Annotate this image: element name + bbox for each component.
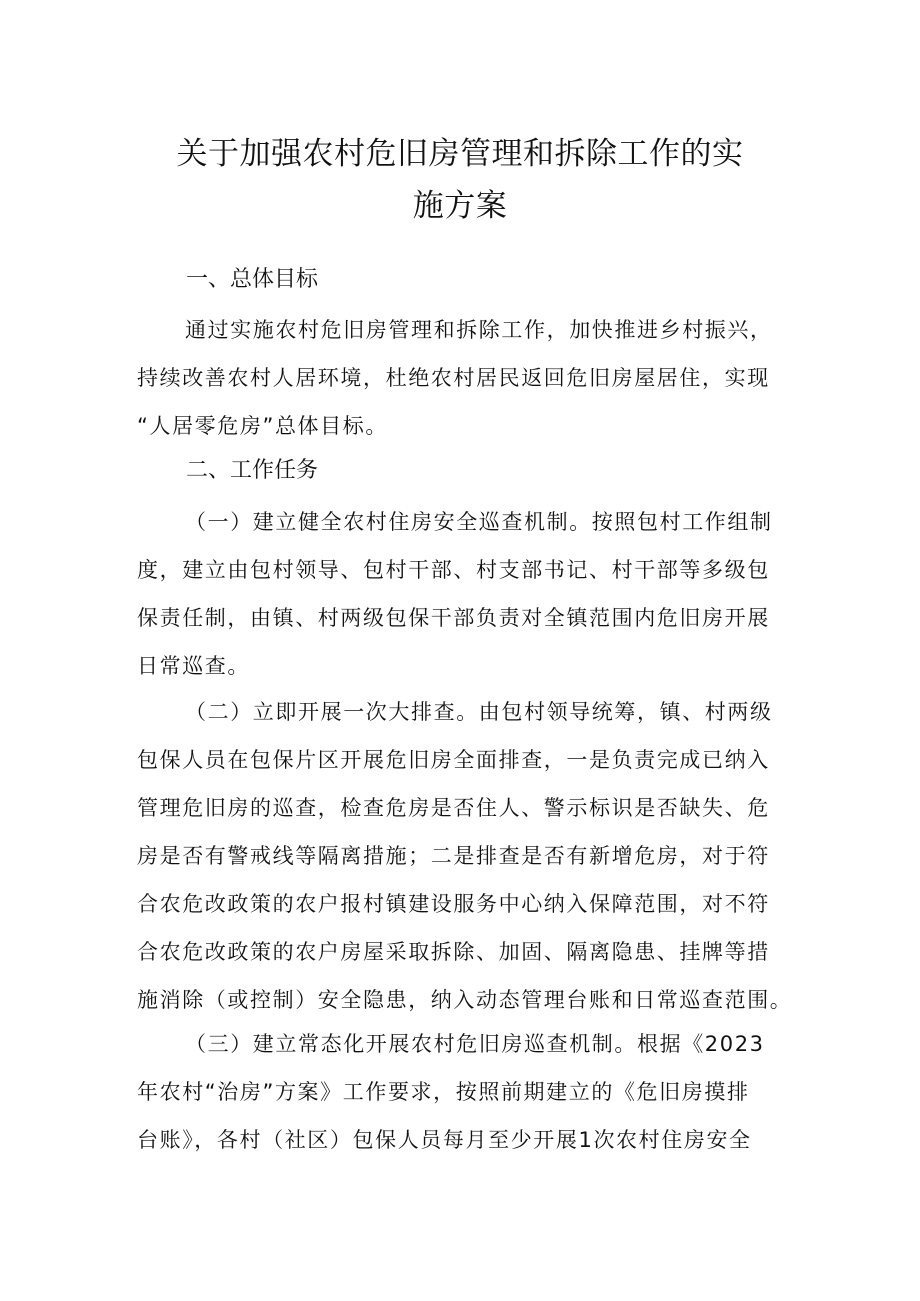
paragraph-line: 合农危改政策的农户报村镇建设服务中心纳入保障范围，对不符 [137,892,770,916]
paragraph-line: 管理危旧房的巡查，检查危房是否住人、警示标识是否缺失、危 [137,796,770,820]
paragraph-task-2 [137,688,797,1024]
document-title [140,128,780,232]
section-heading-work-tasks: 二、工作任务 [186,458,319,483]
paragraph-line: “人居零危房”总体目标。 [137,414,388,438]
paragraph-task-3 [137,1020,797,1164]
paragraph-line: 施消除（或控制）安全隐患，纳入动态管理台账和日常巡查范围。 [137,988,793,1012]
paragraph-line: 持续改善农村人居环境，杜绝农村居民返回危旧房屋居住，实现 [137,366,770,390]
paragraph-line: （一）建立健全农村住房安全巡查机制。按照包村工作组制 [185,510,773,534]
title-line-1: 关于加强农村危旧房管理和拆除工作的实 [176,136,744,172]
paragraph-line: 台账》，各村（社区）包保人员每月至少开展1次农村住房安全 [137,1128,752,1152]
paragraph-line: 包保人员在包保片区开展危旧房全面排查，一是负责完成已纳入 [137,748,770,772]
paragraph-line: （三）建立常态化开展农村危旧房巡查机制。根据《2023 [185,1032,765,1056]
paragraph-line: 保责任制，由镇、村两级包保干部负责对全镇范围内危旧房开展 [137,606,770,630]
paragraph-line: 日常巡查。 [137,654,250,678]
paragraph-line: 年农村“治房”方案》工作要求，按照前期建立的《危旧房摸排 [137,1080,750,1104]
title-line-2: 施方案 [412,188,508,224]
paragraph-line: 度，建立由包村领导、包村干部、村支部书记、村干部等多级包 [137,558,770,582]
paragraph-overall-goal [137,306,797,450]
section-heading-overall-goal: 一、总体目标 [186,267,319,292]
paragraph-line: 房是否有警戒线等隔离措施；二是排查是否有新增危房，对于符 [137,844,770,868]
paragraph-line: 通过实施农村危旧房管理和拆除工作，加快推进乡村振兴， [185,318,773,342]
paragraph-task-1 [137,498,797,690]
paragraph-line: 合农危改政策的农户房屋采取拆除、加固、隔离隐患、挂牌等措 [137,940,770,964]
paragraph-line: （二）立即开展一次大排查。由包村领导统筹，镇、村两级 [185,700,773,724]
